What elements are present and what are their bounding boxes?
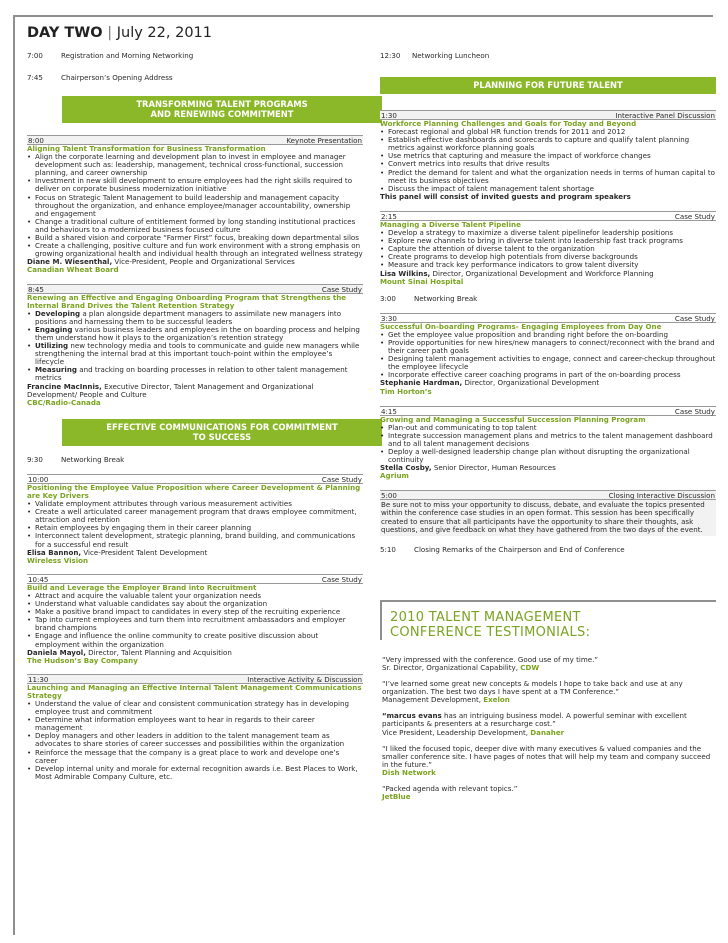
session bbox=[27, 574, 363, 665]
bullet-list bbox=[380, 424, 716, 464]
speaker-name: Lisa Wilkins, bbox=[380, 268, 431, 278]
session bbox=[380, 313, 716, 396]
speaker-role: Director, Organizational Development and Workforce Planning bbox=[430, 268, 654, 278]
speaker-name: Elisa Bannon, bbox=[27, 547, 82, 557]
speaker-name: Daniela Mayol, bbox=[27, 647, 86, 657]
bullet: • Determine what information employees want to hear in regards to their career management bbox=[27, 716, 363, 732]
testimonial bbox=[380, 680, 716, 704]
bullet: • Develop a strategy to maximize a diverse talent pipelinefor leadership positions bbox=[380, 229, 716, 237]
attribution-role: Sr. Director, Organizational Capability, bbox=[382, 662, 521, 672]
bullet: • Deploy a well-designed leadership change plan without disrupting the organizational continuity bbox=[380, 448, 716, 464]
quote-bold: “marcus evans bbox=[382, 711, 442, 721]
testimonial-attribution bbox=[382, 664, 716, 672]
session-title: Launching and Managing an Effective Internal Talent Management Communications Strategy bbox=[27, 682, 362, 700]
time: 1:30 bbox=[381, 111, 397, 120]
agenda-item bbox=[380, 295, 716, 303]
organization: The Hudson’s Bay Company bbox=[27, 655, 138, 665]
time: 2:15 bbox=[381, 211, 397, 221]
heading-line: CONFERENCE TESTIMONIALS: bbox=[390, 624, 591, 640]
bullet: • Build a shared vision and corporate “Farmer First” focus, breaking down departmental silos bbox=[27, 234, 363, 242]
time: 7:45 bbox=[27, 73, 43, 82]
bullet-bold: Measuring bbox=[35, 365, 77, 375]
agenda-item bbox=[27, 456, 363, 464]
time: 3:30 bbox=[381, 313, 397, 323]
day-label: DAY TWO bbox=[27, 25, 103, 41]
date-label: July 22, 2011 bbox=[116, 25, 213, 41]
time: 7:00 bbox=[27, 51, 43, 60]
bullet: • Align the corporate learning and development plan to invest in employee and manager development such as: leadership, management, technical cross-functional, succession planning, and career ownership bbox=[27, 153, 363, 177]
bullet bbox=[27, 326, 363, 342]
session-header bbox=[27, 284, 363, 294]
session bbox=[27, 284, 363, 407]
session-title: Build and Leverage the Employer Brand into Recruitment bbox=[27, 582, 257, 592]
session bbox=[380, 406, 716, 481]
speaker bbox=[380, 464, 716, 472]
time: 8:00 bbox=[28, 136, 44, 145]
session-type: Case Study bbox=[321, 284, 362, 294]
session-title: Positioning the Employee Value Proposition where Career Development & Planning are Key Drivers bbox=[27, 482, 361, 500]
session-type: Case Study bbox=[674, 406, 715, 416]
bullet bbox=[27, 342, 363, 366]
time: 12:30 bbox=[380, 51, 401, 60]
testimonial-quote: “Very impressed with the conference. Good use of my time.” bbox=[382, 654, 599, 664]
speaker bbox=[27, 383, 363, 399]
session-type: Keynote Presentation bbox=[286, 136, 362, 145]
time: 8:45 bbox=[28, 284, 44, 294]
item-text: Networking Break bbox=[61, 454, 125, 464]
speaker-role: Director, Talent Planning and Acquisition bbox=[85, 647, 232, 657]
session bbox=[27, 474, 363, 565]
bullet-list bbox=[380, 229, 716, 269]
agenda-item bbox=[380, 546, 716, 554]
organization: Canadian Wheat Board bbox=[27, 265, 119, 275]
bullet-list bbox=[27, 310, 363, 383]
item-text: Registration and Morning Networking bbox=[61, 51, 194, 60]
bullet: • Designing talent management activities to engage, connect and career-checkup throughout the employee lifecycle bbox=[380, 355, 716, 371]
bullet: • Focus on Strategic Talent Management to build leadership and management capacity throughout the organization, and enhance employee/manager accountability, ownership and engagement bbox=[27, 194, 363, 218]
testimonial bbox=[380, 785, 716, 801]
session-type: Interactive Activity & Discussion bbox=[247, 674, 362, 684]
bullet: • Forecast regional and global HR function trends for 2011 and 2012 bbox=[380, 128, 716, 136]
time: 11:30 bbox=[28, 674, 49, 684]
item-text: Chairperson’s Opening Address bbox=[61, 73, 173, 82]
bullet-bold: Engaging bbox=[35, 324, 73, 334]
agenda-item bbox=[380, 52, 716, 63]
bullet: • Create a challenging, positive culture and fun work environment with a strong emphasis on growing organizational health and individual health through an integrated wellness strategy bbox=[27, 242, 363, 258]
session-type: Case Study bbox=[674, 211, 715, 221]
bullet: • Explore new channels to bring in diverse talent into leadership fast track programs bbox=[380, 237, 716, 245]
session bbox=[27, 135, 363, 275]
time: 10:45 bbox=[28, 574, 49, 584]
organization: Agrium bbox=[380, 471, 409, 481]
testimonial-attribution bbox=[382, 696, 716, 704]
bullet-list bbox=[27, 500, 363, 549]
attribution-role: Vice President, Leadership Development, bbox=[382, 727, 531, 737]
bullet: • Develop internal unity and morale for external recognition awards i.e. Best Places to Work, Most Admirable Company Culture, etc. bbox=[27, 765, 363, 781]
bullet: • Attract and acquire the valuable talent your organization needs bbox=[27, 592, 363, 600]
bullet-text: new technology media and tools to communicate and guide new managers while strengthening the internal brad at this important touch-point within the employee’s lifecycle bbox=[35, 341, 360, 367]
bullet: • Investment in new skill development to ensure employees had the right skills required to deliver on corporate business modernization initiative bbox=[27, 177, 363, 193]
banner-line: TO SUCCESS bbox=[192, 431, 252, 442]
testimonial-quote: “I liked the focused topic, deeper dive with many executives & valued companies and the smaller conference site. I have pages of notes that will help my team and company succeed in the future.” bbox=[382, 743, 711, 769]
banner-line: AND RENEWING COMMITMENT bbox=[150, 109, 294, 119]
left-column bbox=[27, 52, 363, 781]
testimonial-quote: “I’ve learned some great new concepts & models I hope to take back and use at any organization. The best two days I have spent at a TM Conference.” bbox=[382, 679, 683, 697]
bullet-list bbox=[380, 128, 716, 193]
session-type: Case Study bbox=[321, 474, 362, 484]
bullet-list bbox=[380, 331, 716, 380]
testimonials-heading bbox=[380, 600, 716, 640]
speaker-role: Executive Director, Talent Management and Organizational Development/ People and Culture bbox=[27, 381, 314, 399]
bullet: • Tap into current employees and turn them into recruitment ambassadors and employer brand champions bbox=[27, 616, 363, 632]
testimonial bbox=[380, 656, 716, 672]
bullet-bold: Developing bbox=[35, 308, 81, 318]
testimonial-quote: “Packed agenda with relevant topics.” bbox=[382, 783, 518, 793]
organization: Dish Network bbox=[382, 767, 436, 777]
bullet: • Reinforce the message that the company is a great place to work and develope one’s career bbox=[27, 749, 363, 765]
bullet: • Retain employees by engaging them in their career planning bbox=[27, 524, 363, 532]
session-type: Interactive Panel Discussion bbox=[615, 111, 715, 120]
bullet: • Interconnect talent development, strategic planning, brand building, and communications for a successful end result bbox=[27, 532, 363, 548]
session-title: Successful On-boarding Programs- Engaging Employees from Day One bbox=[380, 321, 662, 331]
bullet bbox=[27, 366, 363, 382]
time: 9:30 bbox=[27, 454, 43, 464]
session bbox=[380, 110, 716, 201]
session-title: Aligning Talent Transformation for Business Transformation bbox=[27, 144, 266, 153]
section-banner bbox=[62, 96, 382, 123]
time: 10:00 bbox=[28, 474, 49, 484]
bullet-text: and tracking on boarding processes in relation to other talent management metrics bbox=[35, 365, 348, 383]
bullet-list bbox=[27, 153, 363, 258]
organization: Tim Horton’s bbox=[380, 386, 432, 396]
bullet bbox=[27, 310, 363, 326]
organization: Mount Sinai Hospital bbox=[380, 276, 464, 286]
heading-line: 2010 TALENT MANAGEMENT bbox=[390, 609, 581, 625]
bullet: • Incorporate effective career coaching programs in part of the on-boarding process bbox=[380, 371, 716, 379]
bullet: • Integrate succession management plans and metrics to the talent management dashboard and to all talent management decisions bbox=[380, 432, 716, 448]
bullet: • Create programs to develop high potentials from diverse backgrounds bbox=[380, 253, 716, 261]
bullet: • Use metrics that capturing and measure the impact of workforce changes bbox=[380, 152, 716, 160]
bullet: • Establish effective dashboards and scorecards to capture and qualify talent planning metrics against workforce planning goals bbox=[380, 136, 716, 152]
session-header bbox=[380, 490, 716, 500]
speaker-role: Vice-President Talent Development bbox=[81, 547, 208, 557]
banner-line: TRANSFORMING TALENT PROGRAMS bbox=[136, 99, 308, 109]
title-separator: | bbox=[107, 25, 113, 41]
bullet: • Convert metrics into results that drive results bbox=[380, 160, 716, 168]
item-text: Networking Break bbox=[414, 293, 478, 303]
organization: JetBlue bbox=[382, 792, 411, 802]
time: 3:00 bbox=[380, 293, 396, 303]
bullet: • Capture the attention of diverse talent to the organization bbox=[380, 245, 716, 253]
session bbox=[380, 490, 716, 535]
agenda-item bbox=[27, 52, 363, 63]
speaker-role: Senior Director, Human Resources bbox=[431, 463, 556, 473]
bullet: • Engage and influence the online community to create positive discussion about employment within the organization bbox=[27, 632, 363, 648]
bullet: • Plan-out and communicating to top talent bbox=[380, 424, 716, 432]
item-text: Networking Luncheon bbox=[412, 51, 490, 60]
organization: Exelon bbox=[483, 695, 510, 705]
bullet: • Predict the demand for talent and what the organization needs in terms of human capital to meet its business objectives bbox=[380, 169, 716, 185]
organization: Danaher bbox=[530, 727, 565, 737]
speaker-name: Diane M. Wiesenthal, bbox=[27, 257, 113, 267]
session-title: Workforce Planning Challenges and Goals for Today and Beyond bbox=[380, 119, 637, 128]
session-description: Be sure not to miss your opportunity to discuss, debate, and evaluate the topics presented within the conference case studies in an open format. This session has been specifically created to ensure that all participants have the opportunity to share their thoughts, ask questions, and give feedback on what they have gathered from the two days of the event. bbox=[380, 500, 716, 535]
time: 5:00 bbox=[381, 491, 397, 501]
right-column bbox=[380, 52, 716, 801]
agenda-item bbox=[27, 74, 363, 85]
bullet-list bbox=[27, 592, 363, 649]
testimonial bbox=[380, 745, 716, 777]
session bbox=[27, 674, 363, 781]
bullet: • Provide opportunities for new hires/new managers to connect/reconnect with the brand and their career path goals bbox=[380, 339, 716, 355]
bullet: • Discuss the impact of talent management talent shortage bbox=[380, 185, 716, 193]
bullet: • Change a traditional culture of entitlement formed by long standing institutional practices and behaviours to a modernized business focused culture bbox=[27, 218, 363, 234]
session-type: Case Study bbox=[674, 313, 715, 323]
session bbox=[380, 211, 716, 286]
session-type: Case Study bbox=[321, 574, 362, 584]
item-text: Closing Remarks of the Chairperson and End of Conference bbox=[414, 544, 625, 554]
testimonial-attribution bbox=[382, 729, 716, 737]
session-title: Growing and Managing a Successful Succession Planning Program bbox=[380, 414, 646, 424]
bullet: • Get the employee value proposition and branding right before the on-boarding bbox=[380, 331, 716, 339]
bullet: • Make a positive brand impact to candidates in every step of the recruiting experience bbox=[27, 608, 363, 616]
quote-text: has an intriguing business model. A powerful seminar with excellent participants & presenters at a resurcharge cost.” bbox=[382, 711, 687, 729]
section-banner bbox=[380, 77, 716, 94]
page-title bbox=[27, 25, 212, 42]
session-type: Closing Interactive Discussion bbox=[608, 491, 715, 501]
time: 4:15 bbox=[381, 406, 397, 416]
bullet: • Measure and track key performance indicators to grow talent diversity bbox=[380, 261, 716, 269]
attribution-role: Management Development, bbox=[382, 695, 484, 705]
bullet-text: various business leaders and employees in the on boarding process and helping them understand how it plays to the organization’s retention strategy bbox=[35, 324, 360, 342]
speaker-name: Stella Cosby, bbox=[380, 463, 432, 473]
testimonial-quote bbox=[382, 712, 716, 728]
speaker-role: Vice-President, People and Organizational Services bbox=[112, 257, 295, 267]
testimonial bbox=[380, 712, 716, 736]
section-banner bbox=[62, 419, 382, 446]
bullet-bold: Utilizing bbox=[35, 341, 69, 351]
bullet: • Create a well articulated career management program that draws employee commitment, attraction and retention bbox=[27, 508, 363, 524]
speaker-role: Director, Organizational Development bbox=[462, 378, 600, 388]
bullet-text: a plan alongside department managers to assimilate new managers into positions and harnessing them to be successful leaders bbox=[35, 308, 342, 326]
banner-line: EFFECTIVE COMMUNICATIONS FOR COMMITMENT bbox=[106, 421, 338, 432]
speaker-name: Stephanie Hardman, bbox=[380, 378, 463, 388]
time: 5:10 bbox=[380, 544, 396, 554]
bullet: • Understand the value of clear and consistent communication strategy has in developing employee trust and commitment bbox=[27, 700, 363, 716]
speaker-name: Francine MacInnis, bbox=[27, 381, 102, 391]
organization: CBC/Radio-Canada bbox=[27, 397, 101, 407]
bullet: • Deploy managers and other leaders in addition to the talent management team as advocates to share stories of career successes and possibilities within the organization bbox=[27, 732, 363, 748]
organization: CDW bbox=[520, 662, 540, 672]
banner-line: PLANNING FOR FUTURE TALENT bbox=[473, 80, 623, 90]
bullet: • Understand what valuable candidates say about the organization bbox=[27, 600, 363, 608]
bullet: • Validate employment attributes through various measurement activities bbox=[27, 500, 363, 508]
session-title: Renewing an Effective and Engaging Onboarding Program that Strengthens the Internal Brand Drives the Talent Retention Strategy bbox=[27, 292, 347, 310]
panel-note: This panel will consist of invited guests and program speakers bbox=[380, 191, 631, 201]
bullet-list bbox=[27, 700, 363, 781]
session-title: Managing a Diverse Talent Pipeline bbox=[380, 219, 521, 229]
organization: Wireless Vision bbox=[27, 555, 89, 565]
